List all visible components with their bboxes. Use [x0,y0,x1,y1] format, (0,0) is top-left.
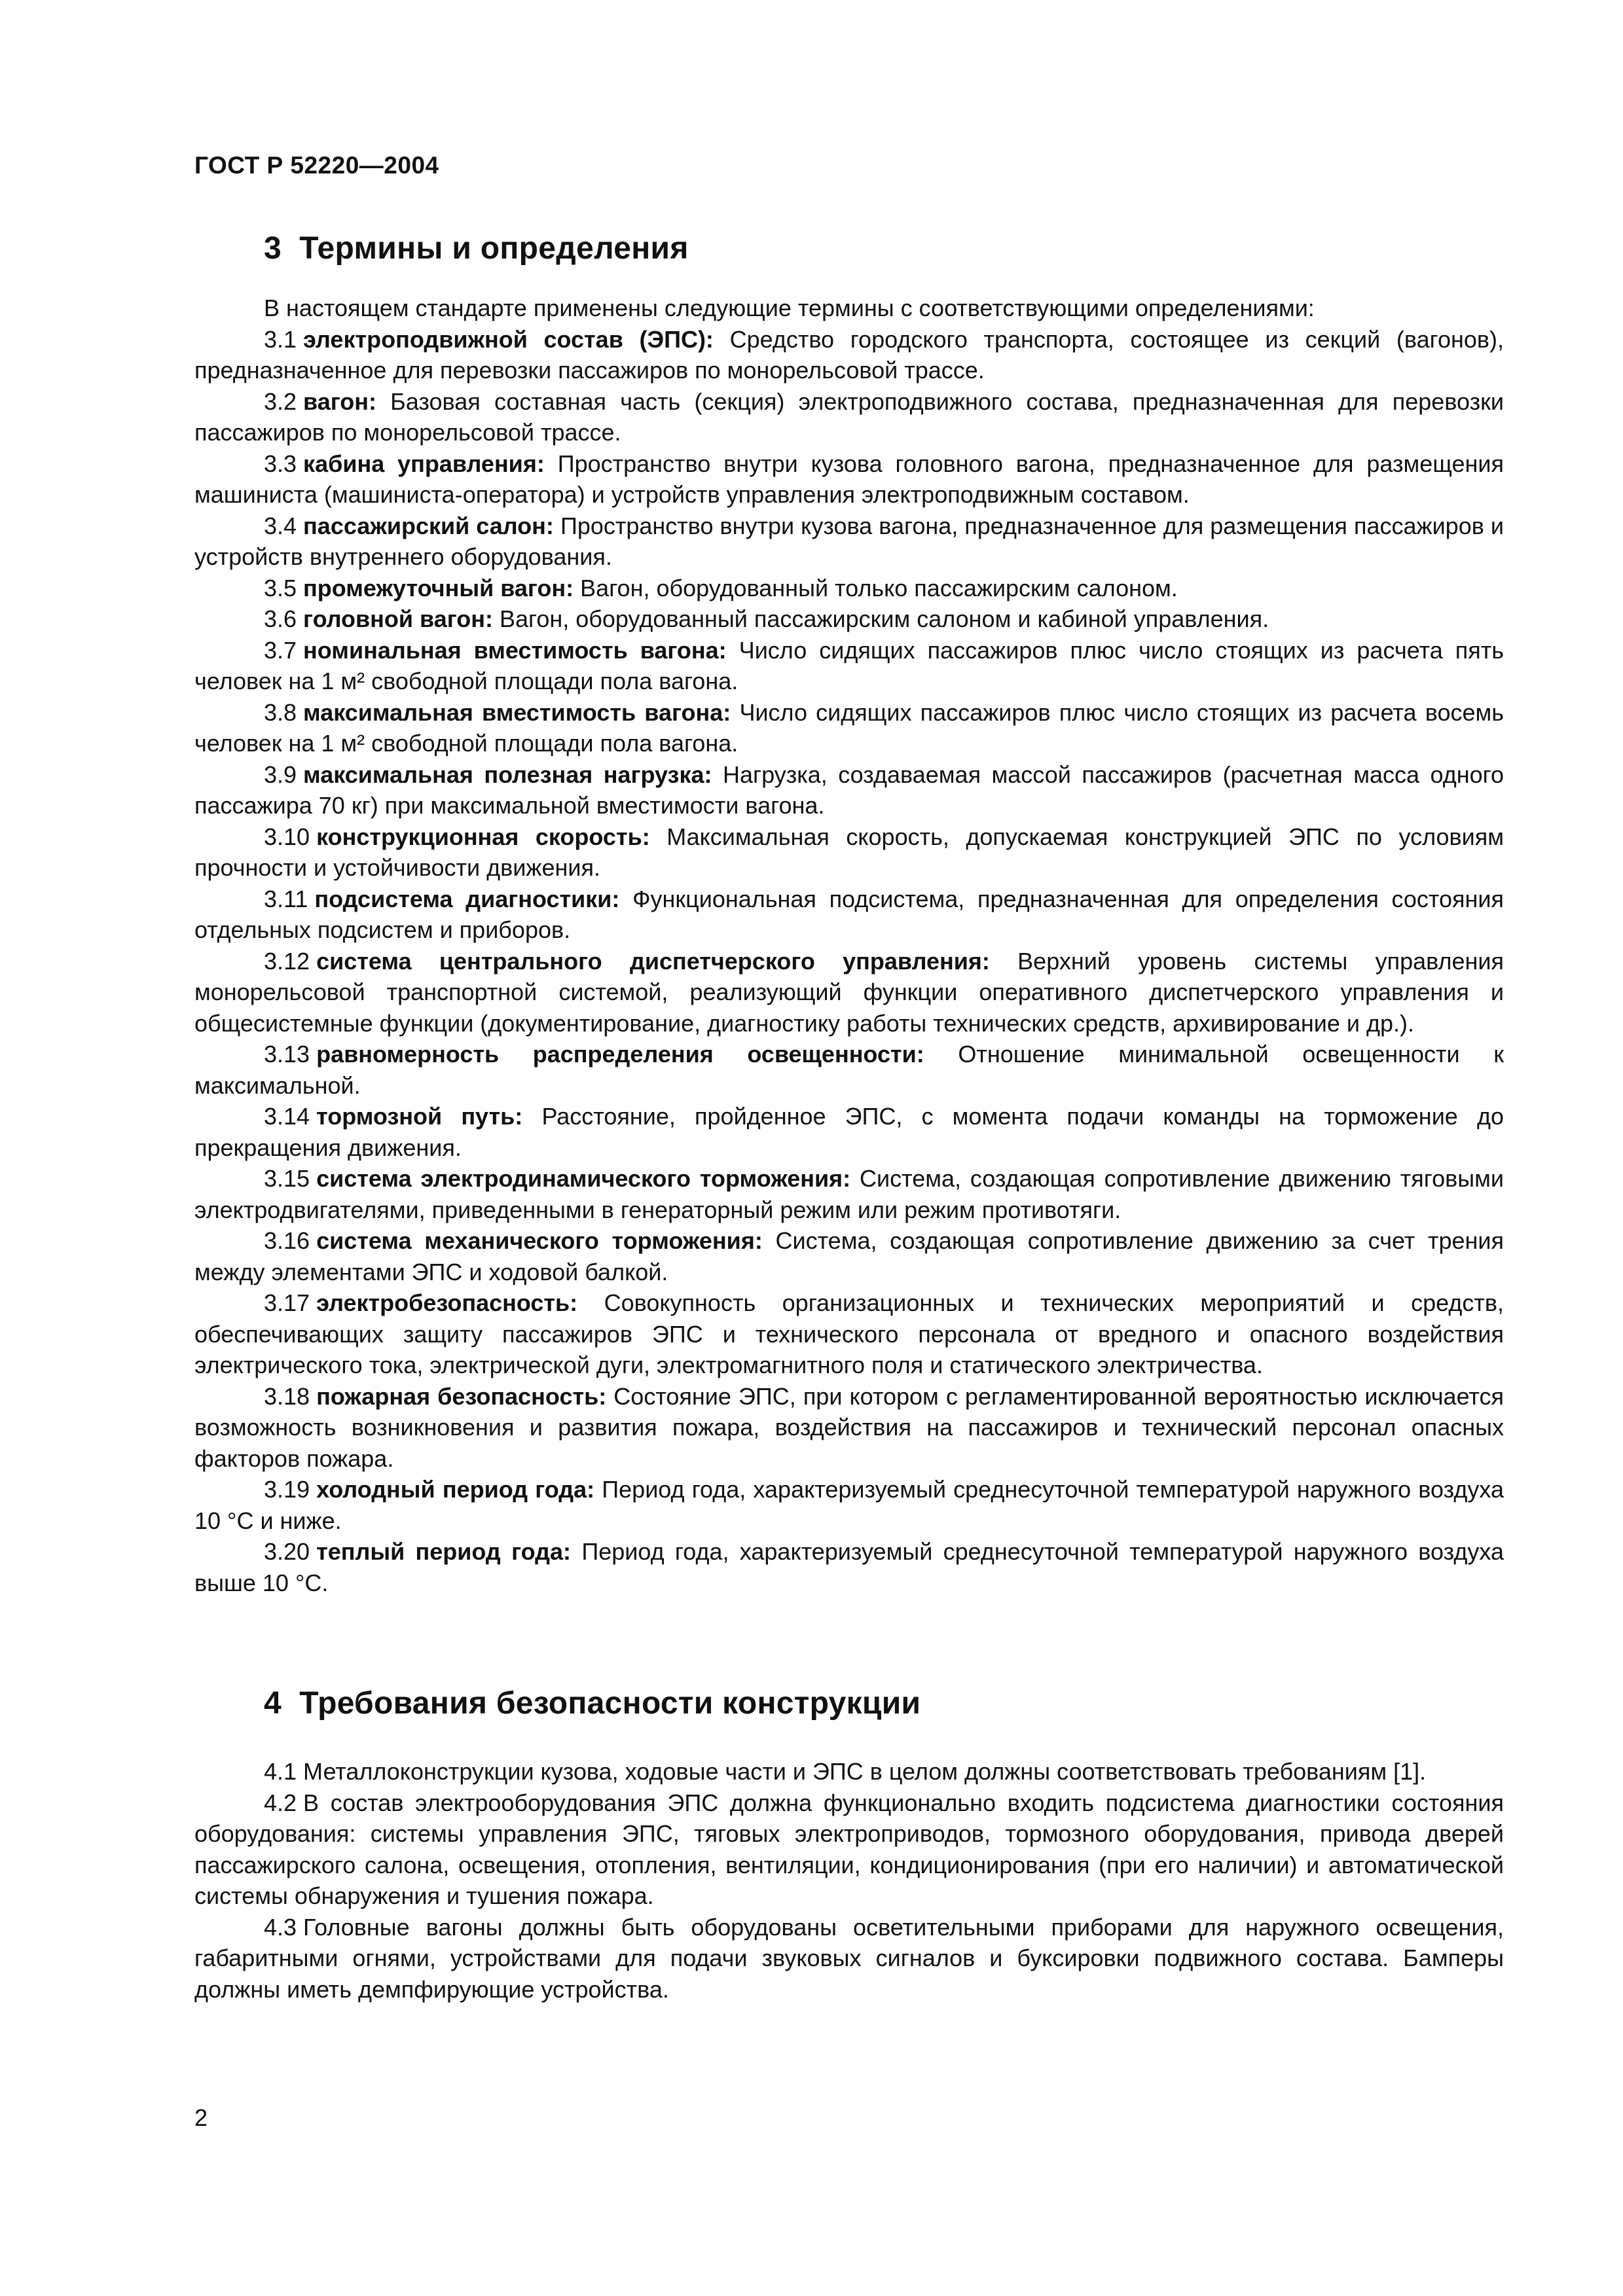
term-number: 3.5 [264,574,297,601]
term-number: 3.14 [264,1103,310,1130]
term-text: Система, создающая сопротивление движению тяговыми электродвигателями, приведенными в генераторный режим или режим противотяги. [194,1165,1504,1223]
term-number: 3.9 [264,761,297,788]
term-text: Отношение минимальной освещенности к максимальной. [194,1041,1504,1099]
term-text: Пространство внутри кузова головного вагона, предназначенное для размещения машиниста (машиниста-оператора) и устройств управления электроподвижным составом. [194,450,1504,508]
term-definition [194,697,1504,759]
section-4-heading [264,1685,921,1721]
term-name: головной вагон: [303,605,493,632]
term-name: холодный период года: [316,1476,595,1503]
term-text: Система, создающая сопротивление движению за счет трения между элементами ЭПС и ходовой балкой. [194,1227,1504,1285]
term-number: 3.8 [264,698,297,726]
requirement-number: 4.1 [264,1758,297,1785]
term-number: 3.2 [264,387,297,415]
term-text: Функциональная подсистема, предназначенная для определения состояния отдельных подсистем и приборов. [194,885,1504,943]
term-number: 3.1 [264,325,297,353]
requirement-item [194,1756,1504,1787]
term-definition [194,603,1504,635]
term-text: Пространство внутри кузова вагона, предназначенное для размещения пассажиров и устройств внутреннего оборудования. [194,512,1504,570]
term-name: подсистема диагностики: [314,885,620,912]
requirement-item [194,1787,1504,1912]
requirement-item [194,1912,1504,2005]
term-number: 3.13 [264,1041,310,1067]
term-definition [194,1225,1504,1287]
term-definition [194,511,1504,573]
term-name: тормозной путь: [316,1103,523,1130]
document-id-header: ГОСТ Р 52220—2004 [194,152,439,179]
term-name: пожарная безопасность: [316,1382,607,1410]
term-number: 3.16 [264,1227,310,1254]
term-text: Вагон, оборудованный только пассажирским салоном. [580,574,1178,601]
term-number: 3.4 [264,512,297,539]
term-name: система электродинамического торможения: [316,1165,851,1192]
term-name: теплый период года: [316,1538,571,1565]
requirement-text: В состав электрооборудования ЭПС должна функционально входить подсистема диагностики состояния оборудования: системы управления ЭПС, тяговых электроприводов, тормозного оборудования, привода дверей пассажирского салона, освещения, отопления, вентиляции, кондиционирования (при его наличии) и автоматической системы обнаружения и тушения пожара. [194,1789,1504,1909]
term-number: 3.3 [264,450,297,477]
section-3-heading [264,230,689,266]
section-4-number: 4 [264,1686,282,1721]
term-text: Расстояние, пройденное ЭПС, с момента подачи команды на торможение до прекращения движения. [194,1103,1504,1161]
term-definition [194,884,1504,946]
term-name: система механического торможения: [316,1227,763,1254]
section-4-title: Требования безопасности конструкции [299,1686,921,1721]
requirement-text: Металлоконструкции кузова, ходовые части и ЭПС в целом должны соответствовать требованиям [1]. [303,1758,1427,1785]
term-definition [194,1474,1504,1536]
term-definition [194,1536,1504,1598]
term-number: 3.10 [264,823,310,850]
terms-list [194,324,1504,1599]
requirement-number: 4.2 [264,1789,297,1816]
term-definition [194,448,1504,511]
term-definition [194,635,1504,697]
section-3-body [194,293,1504,1598]
term-text: Период года, характеризуемый среднесуточной температурой наружного воздуха 10 °С и ниже. [194,1476,1504,1534]
term-name: конструкционная скорость: [316,823,650,850]
term-number: 3.20 [264,1538,310,1565]
term-number: 3.17 [264,1289,310,1316]
term-definition [194,573,1504,604]
term-name: электробезопасность: [316,1289,578,1316]
term-number: 3.18 [264,1382,310,1410]
term-number: 3.7 [264,636,297,664]
term-definition [194,1287,1504,1381]
term-name: кабина управления: [303,450,545,477]
term-text: Максимальная скорость, допускаемая конструкцией ЭПС по условиям прочности и устойчивости движения. [194,823,1504,881]
term-text: Число сидящих пассажиров плюс число стоящих из расчета восемь человек на 1 м² свободной площади пола вагона. [194,698,1504,757]
term-name: система центрального диспетчерского управления: [316,947,990,975]
term-definition [194,1101,1504,1163]
term-text: Совокупность организационных и технических мероприятий и средств, обеспечивающих защиту пассажиров ЭПС и технического персонала от вредного и опасного воздействия электрического тока, электрической дуги, электромагнитного поля и статического электричества. [194,1289,1504,1378]
term-name: максимальная вместимость вагона: [303,698,731,726]
term-text: Состояние ЭПС, при котором с регламентированной вероятностью исключается возможность возникновения и развития пожара, воздействия на пассажиров и технический персонал опасных факторов пожара. [194,1382,1504,1472]
term-name: промежуточный вагон: [303,574,574,601]
term-name: равномерность распределения освещенности: [316,1041,924,1067]
term-text: Число сидящих пассажиров плюс число стоящих из расчета пять человек на 1 м² свободной площади пола вагона. [194,636,1504,694]
term-text: Вагон, оборудованный пассажирским салоном и кабиной управления. [499,605,1269,632]
requirement-text: Головные вагоны должны быть оборудованы осветительными приборами для наружного освещения, габаритными огнями, устройствами для подачи звуковых сигналов и буксировки подвижного состава. Бамперы должны иметь демпфирующие устройства. [194,1913,1504,2003]
section-3-title: Термины и определения [299,231,689,266]
term-definition [194,1163,1504,1225]
term-text: Верхний уровень системы управления монорельсовой транспортной системой, реализующий функции оперативного диспетчерского управления и общесистемные функции (документирование, диагностику работы технических средств, архивирование и др.). [194,947,1504,1037]
section-3-number: 3 [264,231,282,266]
term-definition [194,386,1504,448]
page-number: 2 [194,2104,208,2131]
term-text: Нагрузка, создаваемая массой пассажиров (расчетная масса одного пассажира 70 кг) при максимальной вместимости вагона. [194,761,1504,819]
term-definition [194,1381,1504,1475]
term-text: Период года, характеризуемый среднесуточной температурой наружного воздуха выше 10 °С. [194,1538,1504,1596]
section-3-intro: В настоящем стандарте применены следующие термины с соответствующими определениями: [264,295,1315,321]
term-name: вагон: [303,387,376,415]
term-definition [194,759,1504,821]
term-definition [194,821,1504,884]
term-number: 3.12 [264,947,310,975]
requirement-number: 4.3 [264,1913,297,1941]
section-4-body [194,1756,1504,2005]
requirements-list [194,1756,1504,2005]
term-name: максимальная полезная нагрузка: [303,761,712,788]
term-number: 3.15 [264,1165,310,1192]
term-name: номинальная вместимость вагона: [303,636,727,664]
term-text: Средство городского транспорта, состоящее из секций (вагонов), предназначенное для перевозки пассажиров по монорельсовой трассе. [194,325,1504,384]
term-number: 3.19 [264,1476,310,1503]
term-number: 3.6 [264,605,297,632]
term-definition [194,324,1504,386]
term-name: электроподвижной состав (ЭПС): [303,325,714,353]
term-name: пассажирский салон: [303,512,554,539]
term-number: 3.11 [264,885,308,912]
term-definition [194,946,1504,1039]
term-text: Базовая составная часть (секция) электроподвижного состава, предназначенная для перевозки пассажиров по монорельсовой трассе. [194,387,1504,446]
term-definition [194,1039,1504,1101]
